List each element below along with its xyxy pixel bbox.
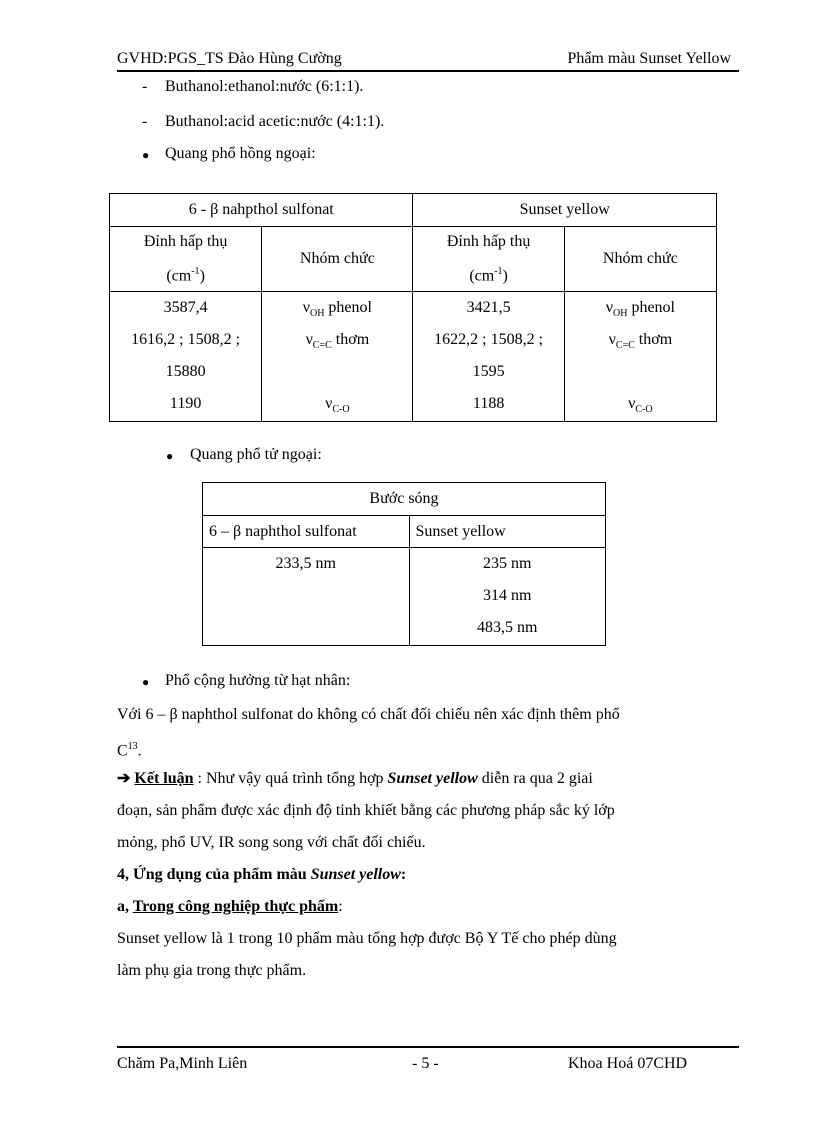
footer-rule (117, 1046, 739, 1048)
arrow-icon: ➔ (117, 770, 131, 787)
solvent-line: Buthanol:acid acetic:nước (4:1:1). (165, 113, 385, 130)
peak-value: 15880 (165, 363, 206, 381)
wavelength-value: 235 nm (483, 555, 532, 572)
footer-right: Khoa Hoá 07CHD (568, 1055, 688, 1072)
wavelength-value: 483,5 nm (477, 619, 538, 636)
ir-left-groups: $\nu_{OH}$ phenol $\nu_{C=C}$ thơm $\nu_{C-O}$ (262, 292, 413, 422)
uv-col2-values (409, 548, 605, 646)
ir-group-left: 6 - β nahpthol sulfonat (110, 194, 413, 227)
ir-col-group: Nhóm chức (564, 227, 716, 292)
body-paragraph: Sunset yellow là 1 trong 10 phẩm màu tổng hợp được Bộ Y Tế cho phép dùng làm phụ gia trong thực phẩm. (117, 930, 617, 979)
uv-table (202, 482, 606, 646)
uv-col1-values (203, 548, 410, 646)
bullet-icon: ● (142, 148, 150, 162)
ir-heading: Quang phổ hồng ngoại: (165, 145, 316, 162)
peak-value: 1616,2 ; 1508,2 ; (131, 331, 241, 349)
wavelength-value: 233,5 nm (275, 555, 336, 572)
nmr-paragraph: Với 6 – β naphthol sulfonat do không có chất đối chiếu nên xác định thêm phổ $C^{13}$. (117, 706, 620, 760)
solvent-line: Buthanol:ethanol:nước (6:1:1). (165, 78, 364, 95)
ir-col-group: Nhóm chức (262, 227, 413, 292)
ir-col-peak: Đỉnh hấp thụ $(cm^{-1})$ (110, 227, 262, 292)
ir-right-groups: $\nu_{OH}$ phenol $\nu_{C=C}$ thơm $\nu_{C-O}$ (564, 292, 716, 422)
peak-value: 1190 (169, 395, 202, 413)
ir-col-peak: Đỉnh hấp thụ $(cm^{-1})$ (413, 227, 564, 292)
wavelength-value: 314 nm (483, 587, 532, 604)
ir-left-peaks (110, 292, 262, 422)
bullet-icon: ● (166, 449, 174, 463)
page-header (117, 48, 739, 72)
uv-heading: Quang phổ tử ngoại: (190, 446, 322, 463)
nmr-heading: Phổ cộng hưởng từ hạt nhân: (165, 672, 351, 689)
section-heading: 4, Ứng dụng của phẩm màu Sunset yellow: (117, 866, 407, 883)
ir-group-right: Sunset yellow (413, 194, 717, 227)
footer-left: Chăm Pa,Minh Liên (117, 1055, 248, 1072)
ir-table (109, 193, 717, 422)
header-right: Phẩm màu Sunset Yellow (567, 50, 731, 67)
header-left: GVHD:PGS_TS Đào Hùng Cường (117, 50, 342, 67)
conclusion-paragraph: ➔ Kết luận : Như vậy quá trình tổng hợp Sunset yellow diễn ra qua 2 giai đoạn, sản phẩm được xác định độ tinh khiết bằng các phương pháp sắc ký lớp mỏng, phổ UV, IR song song với chất đối chiếu. (117, 770, 615, 851)
conclusion-label: Kết luận (134, 770, 194, 787)
uv-col2-header: Sunset yellow (409, 516, 605, 548)
peak-value: 1595 (472, 363, 505, 381)
ir-right-peaks (413, 292, 564, 422)
bullet-icon: ● (142, 675, 150, 689)
uv-title: Bước sóng (203, 483, 606, 516)
peak-value: 1622,2 ; 1508,2 ; (434, 331, 544, 349)
dash-marker: - (142, 113, 148, 130)
uv-col1-header: 6 – β naphthol sulfonat (203, 516, 410, 548)
peak-value: 3421,5 (466, 299, 511, 317)
subsection-heading: a, Trong công nghiệp thực phẩm: (117, 898, 343, 915)
peak-value: 3587,4 (163, 299, 208, 317)
peak-value: 1188 (472, 395, 505, 413)
page-number: - 5 - (412, 1055, 439, 1072)
dash-marker: - (142, 78, 148, 95)
